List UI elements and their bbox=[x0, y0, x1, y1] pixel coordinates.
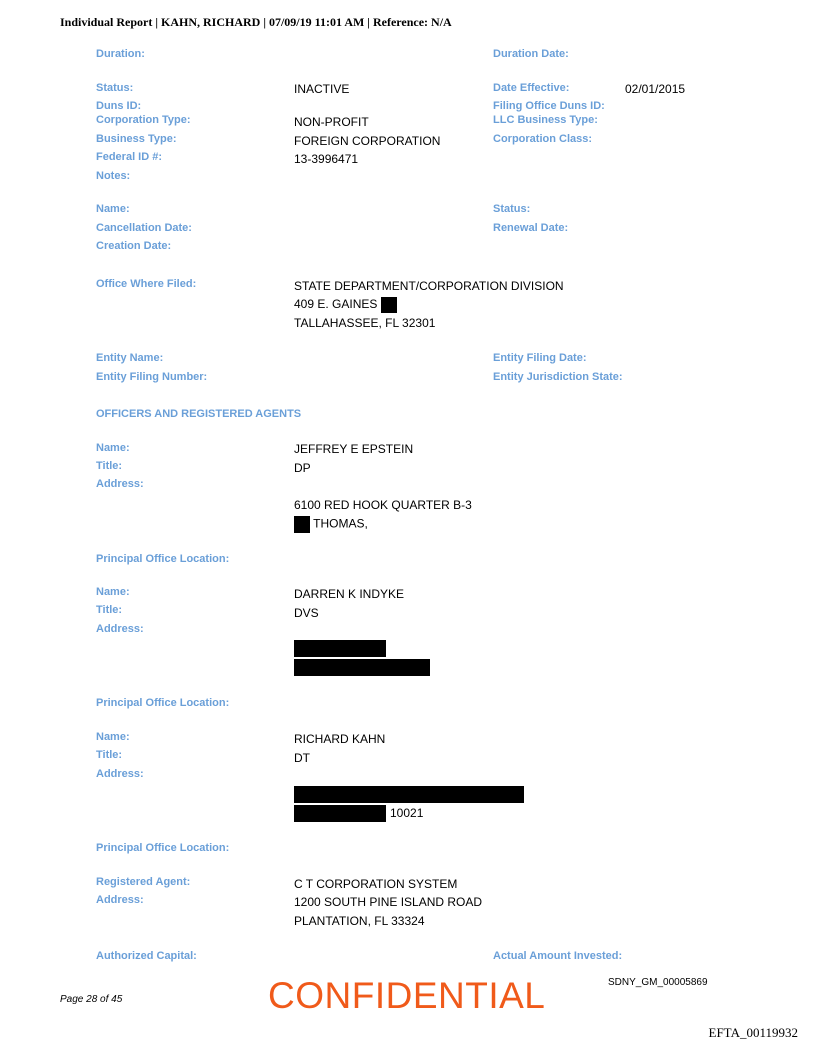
officer-2-name: DARREN K INDYKE bbox=[294, 587, 405, 601]
officer-1-principal-office-label: Principal Office Location: bbox=[96, 553, 230, 565]
officer-1-name-label: Name: bbox=[96, 442, 130, 454]
redaction-block bbox=[294, 805, 386, 822]
redaction-block bbox=[381, 297, 397, 313]
officer-3-title-label: Title: bbox=[96, 749, 123, 761]
status-label: Status: bbox=[96, 82, 134, 94]
officer-1-title-label: Title: bbox=[96, 460, 123, 472]
filing-status-label: Status: bbox=[493, 203, 531, 215]
entity-jurisdiction-state-label: Entity Jurisdiction State: bbox=[493, 371, 623, 383]
office-line-2 bbox=[294, 297, 397, 313]
notes-label: Notes: bbox=[96, 170, 131, 182]
officer-2-title-label: Title: bbox=[96, 604, 123, 616]
redaction-block bbox=[294, 516, 310, 533]
officer-1-name: JEFFREY E EPSTEIN bbox=[294, 442, 414, 456]
duration-label: Duration: bbox=[96, 48, 145, 60]
officer-1-address-line-2-text: THOMAS, bbox=[313, 516, 368, 531]
officer-1-address-label: Address: bbox=[96, 478, 144, 490]
llc-business-type-label: LLC Business Type: bbox=[493, 114, 598, 126]
redaction-block bbox=[294, 786, 524, 803]
registered-agent-value: C T CORPORATION SYSTEM bbox=[294, 877, 458, 891]
agent-address-label: Address: bbox=[96, 894, 144, 906]
entity-filing-date-label: Entity Filing Date: bbox=[493, 352, 587, 364]
officer-3-name: RICHARD KAHN bbox=[294, 732, 386, 746]
efta-number: EFTA_00119932 bbox=[708, 1025, 798, 1040]
bates-number: SDNY_GM_00005869 bbox=[608, 977, 708, 988]
filing-office-duns-label: Filing Office Duns ID: bbox=[493, 100, 605, 112]
office-line-2-text: 409 E. GAINES bbox=[294, 297, 378, 312]
officer-3-principal-office-label: Principal Office Location: bbox=[96, 842, 230, 854]
officer-2-principal-office-label: Principal Office Location: bbox=[96, 697, 230, 709]
report-header: Individual Report | KAHN, RICHARD | 07/09/19 11:01 AM | Reference: N/A bbox=[60, 15, 452, 29]
business-type-value: FOREIGN CORPORATION bbox=[294, 134, 441, 148]
redaction-block bbox=[294, 659, 430, 676]
entity-name-label: Entity Name: bbox=[96, 352, 164, 364]
officers-section-title: OFFICERS AND REGISTERED AGENTS bbox=[96, 408, 302, 420]
page-number: Page 28 of 45 bbox=[60, 994, 123, 1005]
duns-id-label: Duns ID: bbox=[96, 100, 142, 112]
officer-3-title: DT bbox=[294, 751, 310, 765]
redaction-block bbox=[294, 640, 386, 657]
date-effective-label: Date Effective: bbox=[493, 82, 570, 94]
status-value: INACTIVE bbox=[294, 82, 350, 96]
agent-address-line-1: 1200 SOUTH PINE ISLAND ROAD bbox=[294, 895, 483, 909]
officer-3-address-line-2: 10021 bbox=[390, 806, 424, 820]
business-type-label: Business Type: bbox=[96, 133, 177, 145]
registered-agent-label: Registered Agent: bbox=[96, 876, 191, 888]
officer-1-address-line-2 bbox=[294, 516, 368, 533]
corporation-class-label: Corporation Class: bbox=[493, 133, 593, 145]
date-effective-value: 02/01/2015 bbox=[625, 82, 686, 96]
authorized-capital-label: Authorized Capital: bbox=[96, 950, 197, 962]
officer-1-address-line-1: 6100 RED HOOK QUARTER B-3 bbox=[294, 498, 472, 512]
duration-date-label: Duration Date: bbox=[493, 48, 569, 60]
actual-amount-invested-label: Actual Amount Invested: bbox=[493, 950, 623, 962]
renewal-date-label: Renewal Date: bbox=[493, 222, 569, 234]
officer-1-title: DP bbox=[294, 461, 311, 475]
creation-date-label: Creation Date: bbox=[96, 240, 172, 252]
confidential-stamp: CONFIDENTIAL bbox=[268, 975, 546, 1016]
cancellation-date-label: Cancellation Date: bbox=[96, 222, 192, 234]
office-line-1: STATE DEPARTMENT/CORPORATION DIVISION bbox=[294, 279, 564, 293]
officer-3-name-label: Name: bbox=[96, 731, 130, 743]
officer-2-address-label: Address: bbox=[96, 623, 144, 635]
entity-filing-number-label: Entity Filing Number: bbox=[96, 371, 208, 383]
corporation-type-value: NON-PROFIT bbox=[294, 115, 369, 129]
agent-address-line-2: PLANTATION, FL 33324 bbox=[294, 914, 425, 928]
office-where-filed-label: Office Where Filed: bbox=[96, 278, 197, 290]
officer-3-address-label: Address: bbox=[96, 768, 144, 780]
officer-2-title: DVS bbox=[294, 606, 319, 620]
federal-id-label: Federal ID #: bbox=[96, 151, 163, 163]
officer-2-name-label: Name: bbox=[96, 586, 130, 598]
office-line-3: TALLAHASSEE, FL 32301 bbox=[294, 316, 436, 330]
federal-id-value: 13-3996471 bbox=[294, 152, 359, 166]
corporation-type-label: Corporation Type: bbox=[96, 114, 191, 126]
filing-name-label: Name: bbox=[96, 203, 130, 215]
